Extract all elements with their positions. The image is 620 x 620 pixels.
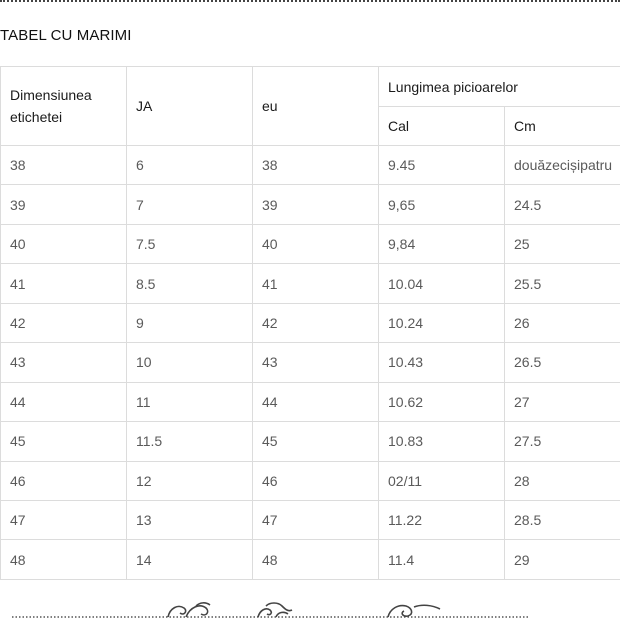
cell-cal: 10.43	[379, 343, 505, 382]
cell-ja: 6	[127, 146, 253, 185]
cell-ja: 7	[127, 185, 253, 224]
cell-label: 43	[1, 343, 127, 382]
cell-cm: 27.5	[505, 422, 620, 461]
cell-eu: 46	[253, 461, 379, 500]
cell-label: 44	[1, 382, 127, 421]
cell-cm: 26	[505, 303, 620, 342]
cell-eu: 38	[253, 146, 379, 185]
cell-cal: 9,65	[379, 185, 505, 224]
cell-eu: 39	[253, 185, 379, 224]
table-row	[1, 422, 620, 461]
cell-cm: 29	[505, 540, 620, 579]
cell-eu: 47	[253, 500, 379, 539]
cell-label: 41	[1, 264, 127, 303]
cell-cm: 25	[505, 224, 620, 263]
cell-cm: 28	[505, 461, 620, 500]
header-ja: JA	[127, 67, 253, 146]
cell-cm: 28.5	[505, 500, 620, 539]
cell-label: 38	[1, 146, 127, 185]
cell-ja: 11.5	[127, 422, 253, 461]
cell-cm: 26.5	[505, 343, 620, 382]
cell-cal: 02/11	[379, 461, 505, 500]
ornament-swirl-left	[168, 603, 210, 617]
ornament-divider	[0, 598, 620, 620]
cell-label: 45	[1, 422, 127, 461]
cell-cal: 10.04	[379, 264, 505, 303]
cell-eu: 41	[253, 264, 379, 303]
table-row	[1, 343, 620, 382]
cell-cal: 10.62	[379, 382, 505, 421]
header-cal: Cal	[379, 107, 505, 146]
table-row	[1, 540, 620, 579]
cell-ja: 13	[127, 500, 253, 539]
table-body	[1, 146, 620, 580]
top-divider	[0, 0, 620, 2]
cell-label: 42	[1, 303, 127, 342]
cell-eu: 40	[253, 224, 379, 263]
cell-eu: 48	[253, 540, 379, 579]
cell-label: 47	[1, 500, 127, 539]
table-header	[1, 67, 620, 146]
cell-label: 46	[1, 461, 127, 500]
cell-cal: 9,84	[379, 224, 505, 263]
ornament-swirl-center	[258, 603, 292, 617]
cell-cm: 25.5	[505, 264, 620, 303]
header-cm: Cm	[505, 107, 620, 146]
cell-ja: 10	[127, 343, 253, 382]
cell-label: 40	[1, 224, 127, 263]
cell-ja: 7.5	[127, 224, 253, 263]
header-eu: eu	[253, 67, 379, 146]
table-row	[1, 461, 620, 500]
ornament-swirl-right	[388, 605, 440, 617]
cell-ja: 11	[127, 382, 253, 421]
cell-cal: 11.4	[379, 540, 505, 579]
cell-cal: 10.24	[379, 303, 505, 342]
cell-ja: 12	[127, 461, 253, 500]
cell-cm: 24.5	[505, 185, 620, 224]
header-foot-length: Lungimea picioarelor	[379, 67, 620, 107]
cell-ja: 8.5	[127, 264, 253, 303]
cell-cm: douăzecișipatru	[505, 146, 620, 185]
cell-cal: 10.83	[379, 422, 505, 461]
table-row	[1, 264, 620, 303]
cell-cm: 27	[505, 382, 620, 421]
table-row	[1, 185, 620, 224]
size-chart-table	[0, 66, 620, 580]
cell-cal: 9.45	[379, 146, 505, 185]
cell-ja: 14	[127, 540, 253, 579]
table-row	[1, 500, 620, 539]
header-label-size: Dimensiunea etichetei	[1, 67, 127, 146]
cell-eu: 42	[253, 303, 379, 342]
table-row	[1, 382, 620, 421]
cell-ja: 9	[127, 303, 253, 342]
table-row	[1, 303, 620, 342]
cell-eu: 45	[253, 422, 379, 461]
cell-cal: 11.22	[379, 500, 505, 539]
cell-label: 48	[1, 540, 127, 579]
header-row	[1, 67, 620, 107]
page-title: TABEL CU MARIMI	[0, 27, 132, 44]
cell-label: 39	[1, 185, 127, 224]
cell-eu: 44	[253, 382, 379, 421]
table-row	[1, 146, 620, 185]
table-row	[1, 224, 620, 263]
cell-eu: 43	[253, 343, 379, 382]
